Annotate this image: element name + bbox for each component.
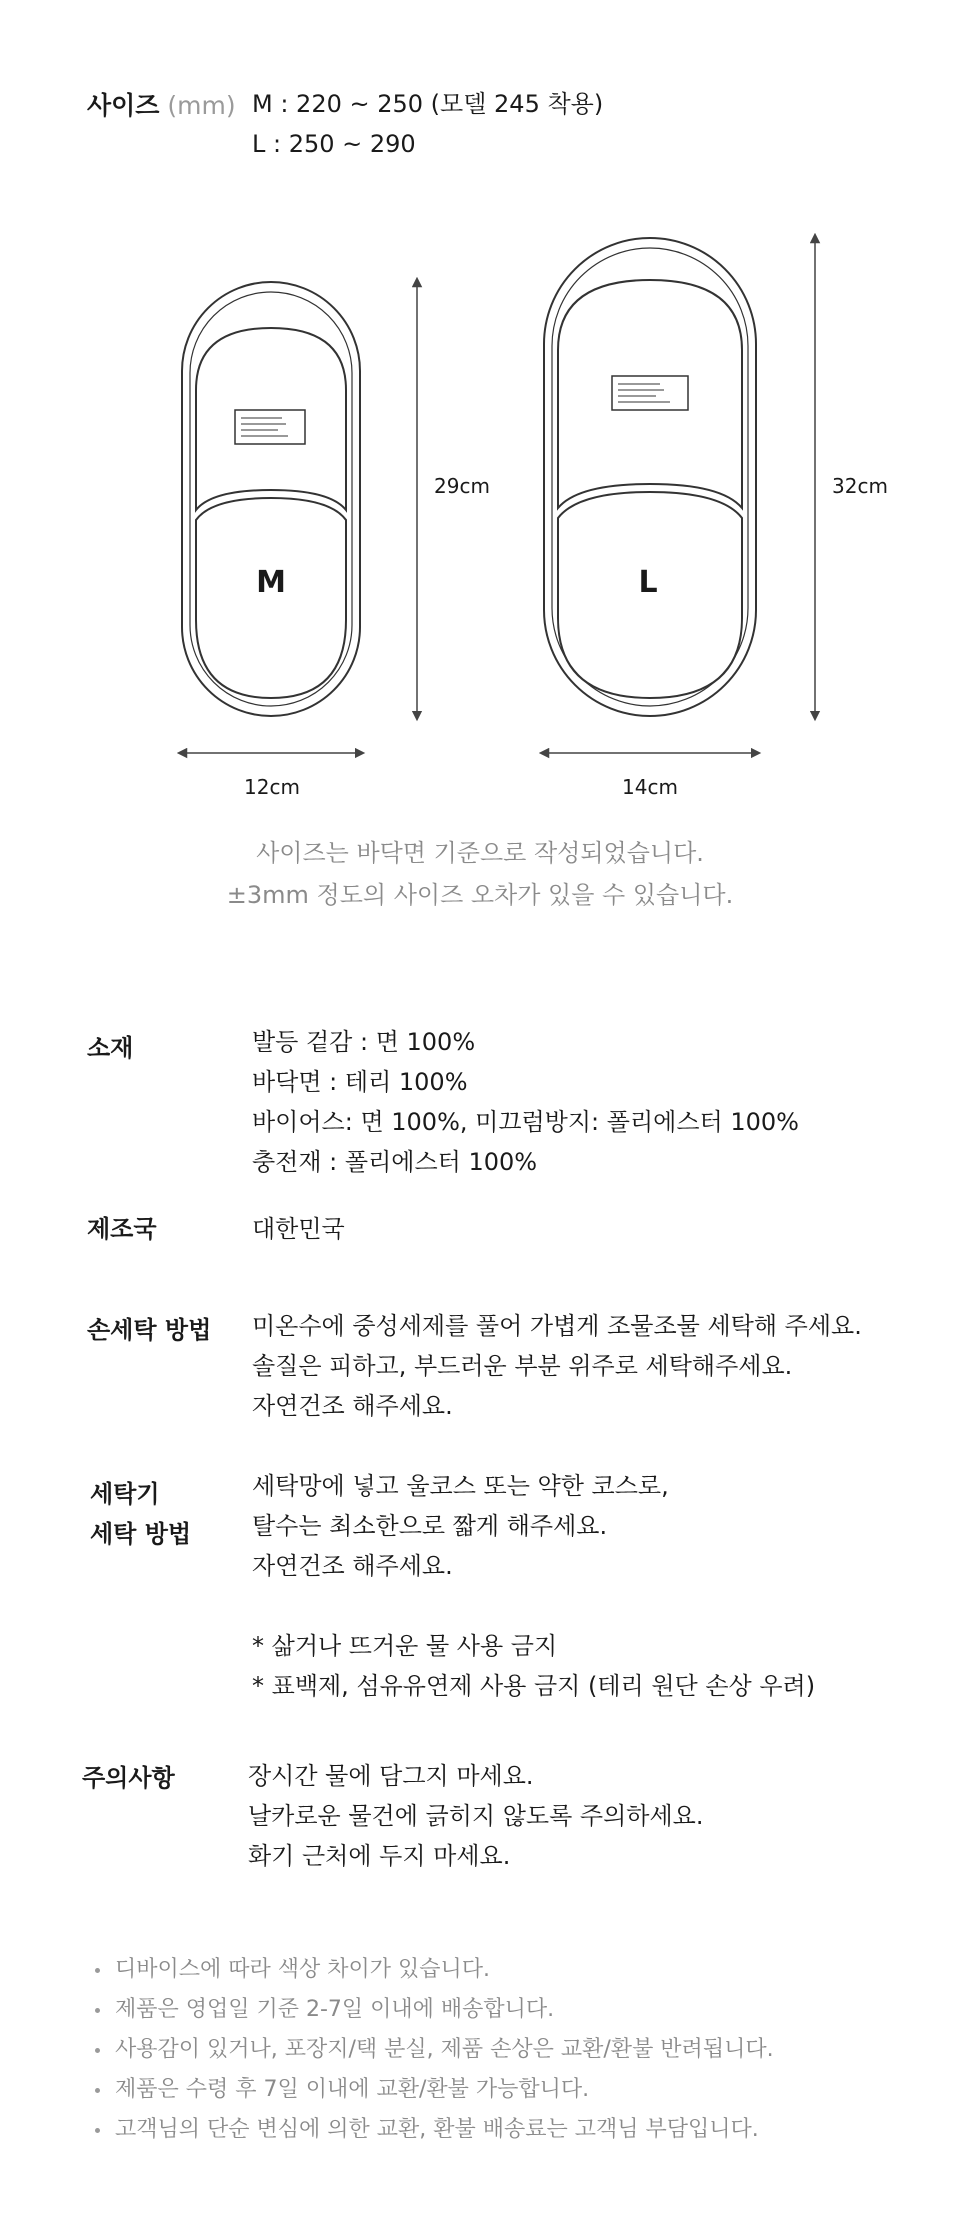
spec-line: 날카로운 물건에 긁히지 않도록 주의하세요. xyxy=(248,1802,704,1830)
notice-item: 디바이스에 따라 색상 차이가 있습니다. xyxy=(95,1950,774,1990)
spec-origin-label: 제조국 xyxy=(87,1215,157,1243)
slipper-size-diagram xyxy=(0,220,960,800)
size-unit: (mm) xyxy=(167,91,236,120)
slipper-m-illustration xyxy=(182,282,360,716)
spec-line: 장시간 물에 담그지 마세요. xyxy=(248,1762,534,1790)
spec-origin-body xyxy=(252,1209,345,1249)
spec-line: 충전재 : 폴리에스터 100% xyxy=(252,1148,538,1176)
spec-line: 바닥면 : 테리 100% xyxy=(252,1068,468,1096)
spec-line: 바이어스: 면 100%, 미끄럼방지: 폴리에스터 100% xyxy=(252,1108,799,1136)
spec-machine-label xyxy=(90,1474,191,1554)
spec-line: 탈수는 최소한으로 짧게 해주세요. xyxy=(252,1512,608,1540)
spec-line: * 삶거나 뜨거운 물 사용 금지 xyxy=(252,1632,558,1660)
size-note-line: 사이즈는 바닥면 기준으로 작성되었습니다. xyxy=(256,839,704,867)
spec-machine-label-line2: 세탁 방법 xyxy=(90,1520,192,1548)
spec-handwash-body xyxy=(252,1306,862,1426)
spec-line: * 표백제, 섬유유연제 사용 금지 (테리 원단 손상 우려) xyxy=(252,1672,816,1700)
slipper-l-letter: L xyxy=(638,565,658,600)
notice-item: 제품은 수령 후 7일 이내에 교환/환불 가능합니다. xyxy=(95,2070,774,2110)
size-range-m: M : 220 ~ 250 (모델 245 착용) xyxy=(252,90,604,118)
size-note-line: ±3mm 정도의 사이즈 오차가 있을 수 있습니다. xyxy=(226,881,734,909)
spec-caution-body xyxy=(248,1756,703,1876)
slipper-l-illustration xyxy=(544,238,756,716)
spec-caution-label: 주의사항 xyxy=(82,1764,175,1792)
l-height-label: 32cm xyxy=(832,474,888,498)
spec-handwash-label: 손세탁 방법 xyxy=(87,1316,212,1344)
spec-line xyxy=(252,1586,815,1626)
size-range-list xyxy=(252,84,603,164)
spec-material-label: 소재 xyxy=(87,1034,134,1062)
spec-line: 화기 근처에 두지 마세요. xyxy=(248,1842,511,1870)
size-heading xyxy=(87,86,236,126)
l-width-label: 14cm xyxy=(622,775,678,799)
spec-line: 대한민국 xyxy=(252,1215,345,1243)
slipper-m-letter: M xyxy=(256,565,286,600)
spec-line: 자연건조 해주세요. xyxy=(252,1392,453,1420)
m-width-label: 12cm xyxy=(244,775,300,799)
size-label: 사이즈 xyxy=(87,91,160,120)
spec-material-body xyxy=(252,1022,799,1182)
notice-item: 고객님의 단순 변심에 의한 교환, 환불 배송료는 고객님 부담입니다. xyxy=(95,2110,774,2150)
spec-line: 세탁망에 넣고 울코스 또는 약한 코스로, xyxy=(252,1472,669,1500)
notice-list xyxy=(95,1950,774,2150)
m-height-label: 29cm xyxy=(434,474,490,498)
spec-line: 자연건조 해주세요. xyxy=(252,1552,453,1580)
spec-line: 발등 겉감 : 면 100% xyxy=(252,1028,476,1056)
size-note xyxy=(0,832,960,916)
spec-line: 솔질은 피하고, 부드러운 부분 위주로 세탁해주세요. xyxy=(252,1352,793,1380)
notice-item: 제품은 영업일 기준 2-7일 이내에 배송합니다. xyxy=(95,1990,774,2030)
size-range-l: L : 250 ~ 290 xyxy=(252,130,416,158)
spec-machine-label-line1: 세탁기 xyxy=(90,1480,160,1508)
spec-line: 미온수에 중성세제를 풀어 가볍게 조물조물 세탁해 주세요. xyxy=(252,1312,862,1340)
spec-machine-body xyxy=(252,1466,815,1706)
notice-item: 사용감이 있거나, 포장지/택 분실, 제품 손상은 교환/환불 반려됩니다. xyxy=(95,2030,774,2070)
